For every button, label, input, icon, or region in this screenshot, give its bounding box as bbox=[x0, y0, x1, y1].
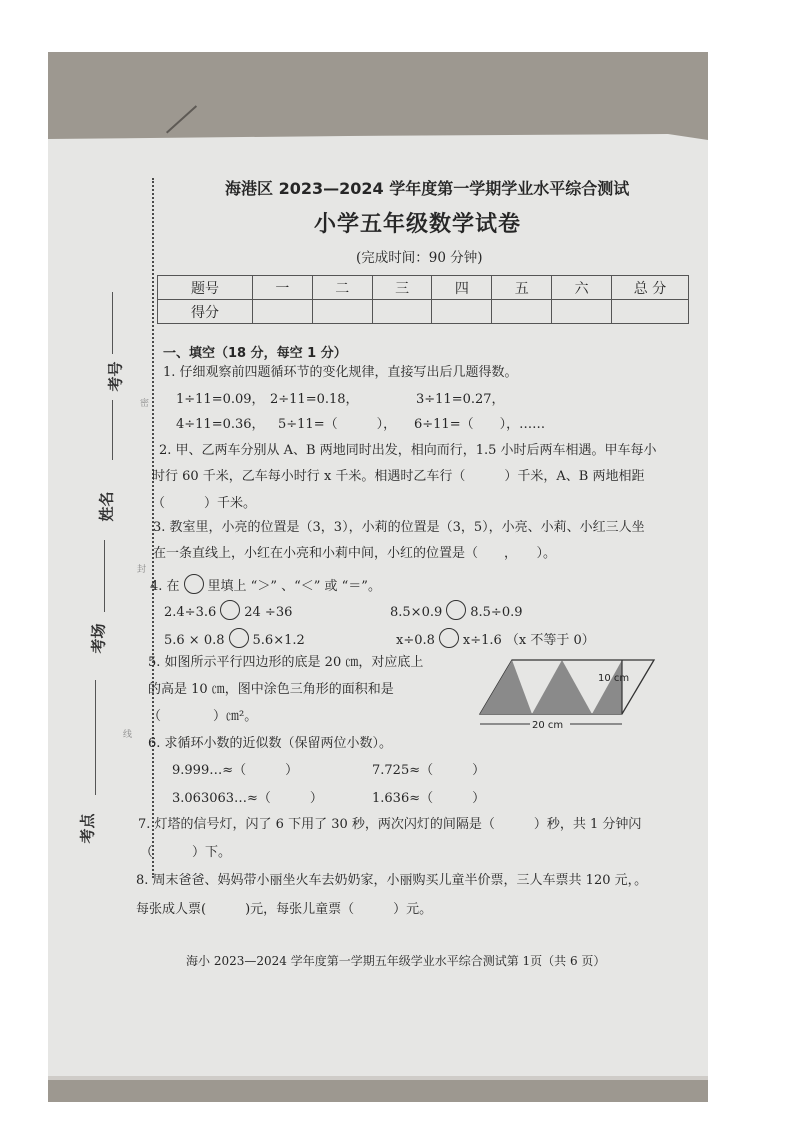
score-cell[interactable] bbox=[552, 300, 612, 324]
q4-compare-1 bbox=[164, 600, 292, 620]
question-6-text: 6. 求循环小数的近似数（保留两位小数）。 bbox=[148, 736, 393, 751]
compare-left: x÷0.8 bbox=[396, 633, 435, 648]
kaohao-line bbox=[112, 400, 113, 460]
floor-seam bbox=[166, 105, 197, 133]
exam-title: 小学五年级数学试卷 bbox=[314, 212, 522, 237]
question-3-line2: 在一条直线上，小红在小亮和小莉中间，小红的位置是（ ， ）。 bbox=[153, 546, 557, 561]
score-cell[interactable] bbox=[432, 300, 492, 324]
parallelogram-figure bbox=[474, 654, 660, 734]
q4-compare-3 bbox=[164, 628, 305, 648]
compare-circle[interactable] bbox=[220, 600, 240, 620]
score-header-cell: 六 bbox=[552, 276, 612, 300]
question-2-line2: 时行 60 千米，乙车每小时行 x 千米。相遇时乙车行（ ）千米，A、B 两地相距 bbox=[152, 469, 645, 484]
question-3-line1: 3. 教室里，小亮的位置是（3，3），小莉的位置是（3，5），小亮、小莉、小红三人坐 bbox=[153, 520, 645, 535]
q4-compare-2 bbox=[390, 600, 523, 620]
question-5-line1: 5. 如图所示平行四边形的底是 20 ㎝，对应底上 bbox=[148, 655, 424, 670]
compare-left: 8.5×0.9 bbox=[390, 605, 443, 620]
question-8-line1: 8. 周末爸爸、妈妈带小丽坐火车去奶奶家，小丽购买儿童半价票，三人车票共 120 元，。 bbox=[136, 873, 648, 888]
compare-left: 5.6 × 0.8 bbox=[164, 633, 225, 648]
score-cell[interactable] bbox=[312, 300, 372, 324]
compare-right: 8.5÷0.9 bbox=[470, 605, 523, 620]
compare-right: 5.6×1.2 bbox=[252, 633, 305, 648]
score-cell[interactable] bbox=[492, 300, 552, 324]
seal-mark-feng: 封 bbox=[137, 565, 147, 575]
base-label: 20 cm bbox=[532, 720, 564, 731]
question-2-line1: 2. 甲、乙两车分别从 A、B 两地同时出发，相向而行，1.5 小时后两车相遇。甲车每小 bbox=[159, 443, 657, 458]
question-2-line3: （ ）千米。 bbox=[152, 496, 257, 511]
score-header-cell: 题号 bbox=[158, 276, 253, 300]
compare-circle[interactable] bbox=[229, 628, 249, 648]
exam-series-title: 海港区 2023—2024 学年度第一学期学业水平综合测试 bbox=[225, 179, 630, 198]
q1-item-d: 4÷11=0.36， bbox=[176, 417, 265, 432]
q6-item-b: 7.725≈（ ） bbox=[372, 763, 486, 778]
shaded-triangle bbox=[592, 660, 622, 714]
exam-duration: (完成时间：90 分钟) bbox=[356, 250, 483, 266]
question-8-line2: 每张成人票( )元，每张儿童票（ ）元。 bbox=[136, 902, 433, 917]
compare-left: 2.4÷3.6 bbox=[164, 605, 217, 620]
score-header-cell: 三 bbox=[372, 276, 432, 300]
question-7-line2: （ ）下。 bbox=[140, 845, 232, 860]
seal-mark-mi: 密 bbox=[140, 399, 150, 409]
circle-blank-icon bbox=[184, 574, 204, 594]
score-header-cell: 四 bbox=[432, 276, 492, 300]
page-footer: 海小 2023—2024 学年度第一学期五年级学业水平综合测试第 1页（共 6 页） bbox=[186, 954, 606, 968]
compare-circle[interactable] bbox=[439, 628, 459, 648]
question-5-line3: （ ）㎝²。 bbox=[148, 709, 258, 724]
score-value-row bbox=[158, 300, 689, 324]
xingming-line bbox=[104, 540, 105, 612]
q6-item-d: 1.636≈（ ） bbox=[372, 791, 486, 806]
q4-compare-4 bbox=[396, 628, 595, 648]
compare-circle[interactable] bbox=[446, 600, 466, 620]
q6-item-a: 9.999…≈（ ） bbox=[172, 763, 299, 778]
q4-prefix: 4. 在 bbox=[150, 579, 180, 594]
score-header-row bbox=[158, 276, 689, 300]
kaodian-label: 考点 bbox=[78, 813, 97, 844]
score-cell[interactable] bbox=[372, 300, 432, 324]
q1-item-c: 3÷11=0.27， bbox=[416, 392, 505, 407]
score-row-label: 得分 bbox=[158, 300, 253, 324]
height-label: 10 cm bbox=[598, 673, 630, 684]
question-4-text bbox=[150, 574, 381, 594]
q1-item-e: 5÷11=（ ）， bbox=[278, 417, 397, 432]
q1-item-a: 1÷11=0.09， bbox=[176, 392, 265, 407]
kaochang-label: 考场 bbox=[89, 623, 108, 654]
shaded-triangle bbox=[480, 660, 532, 714]
xingming-label: 姓名 bbox=[97, 491, 116, 522]
q1-item-f: 6÷11=（ ），…… bbox=[414, 417, 546, 432]
compare-right: x÷1.6 （x 不等于 0） bbox=[462, 633, 595, 648]
question-5-line2: 的高是 10 ㎝，图中涂色三角形的面积和是 bbox=[148, 682, 394, 697]
shaded-triangle bbox=[532, 660, 592, 714]
q6-item-c: 3.063063…≈（ ） bbox=[172, 791, 323, 806]
question-7-line1: 7. 灯塔的信号灯，闪了 6 下用了 30 秒，两次闪灯的间隔是（ ）秒，共 1 分钟闪 bbox=[138, 817, 642, 832]
section-heading: 一、填空（18 分，每空 1 分） bbox=[163, 346, 347, 361]
q4-suffix: 里填上 “＞” 、“＜” 或 “＝”。 bbox=[207, 579, 381, 594]
q1-item-b: 2÷11=0.18， bbox=[270, 392, 359, 407]
kaohao-label: 考号 bbox=[106, 361, 125, 392]
score-header-cell: 五 bbox=[492, 276, 552, 300]
score-header-cell: 一 bbox=[253, 276, 313, 300]
compare-right: 24 ÷36 bbox=[244, 605, 293, 620]
question-1-text: 1. 仔细观察前四题循环节的变化规律，直接写出后几题得数。 bbox=[163, 365, 518, 380]
score-header-cell: 总 分 bbox=[612, 276, 689, 300]
score-cell[interactable] bbox=[253, 300, 313, 324]
score-header-cell: 二 bbox=[312, 276, 372, 300]
paper-edge bbox=[48, 1076, 708, 1080]
score-cell[interactable] bbox=[612, 300, 689, 324]
seal-mark-xian: 线 bbox=[123, 730, 133, 740]
score-table bbox=[157, 275, 689, 324]
kaochang-line bbox=[95, 680, 96, 795]
kaohao-line bbox=[112, 292, 113, 354]
